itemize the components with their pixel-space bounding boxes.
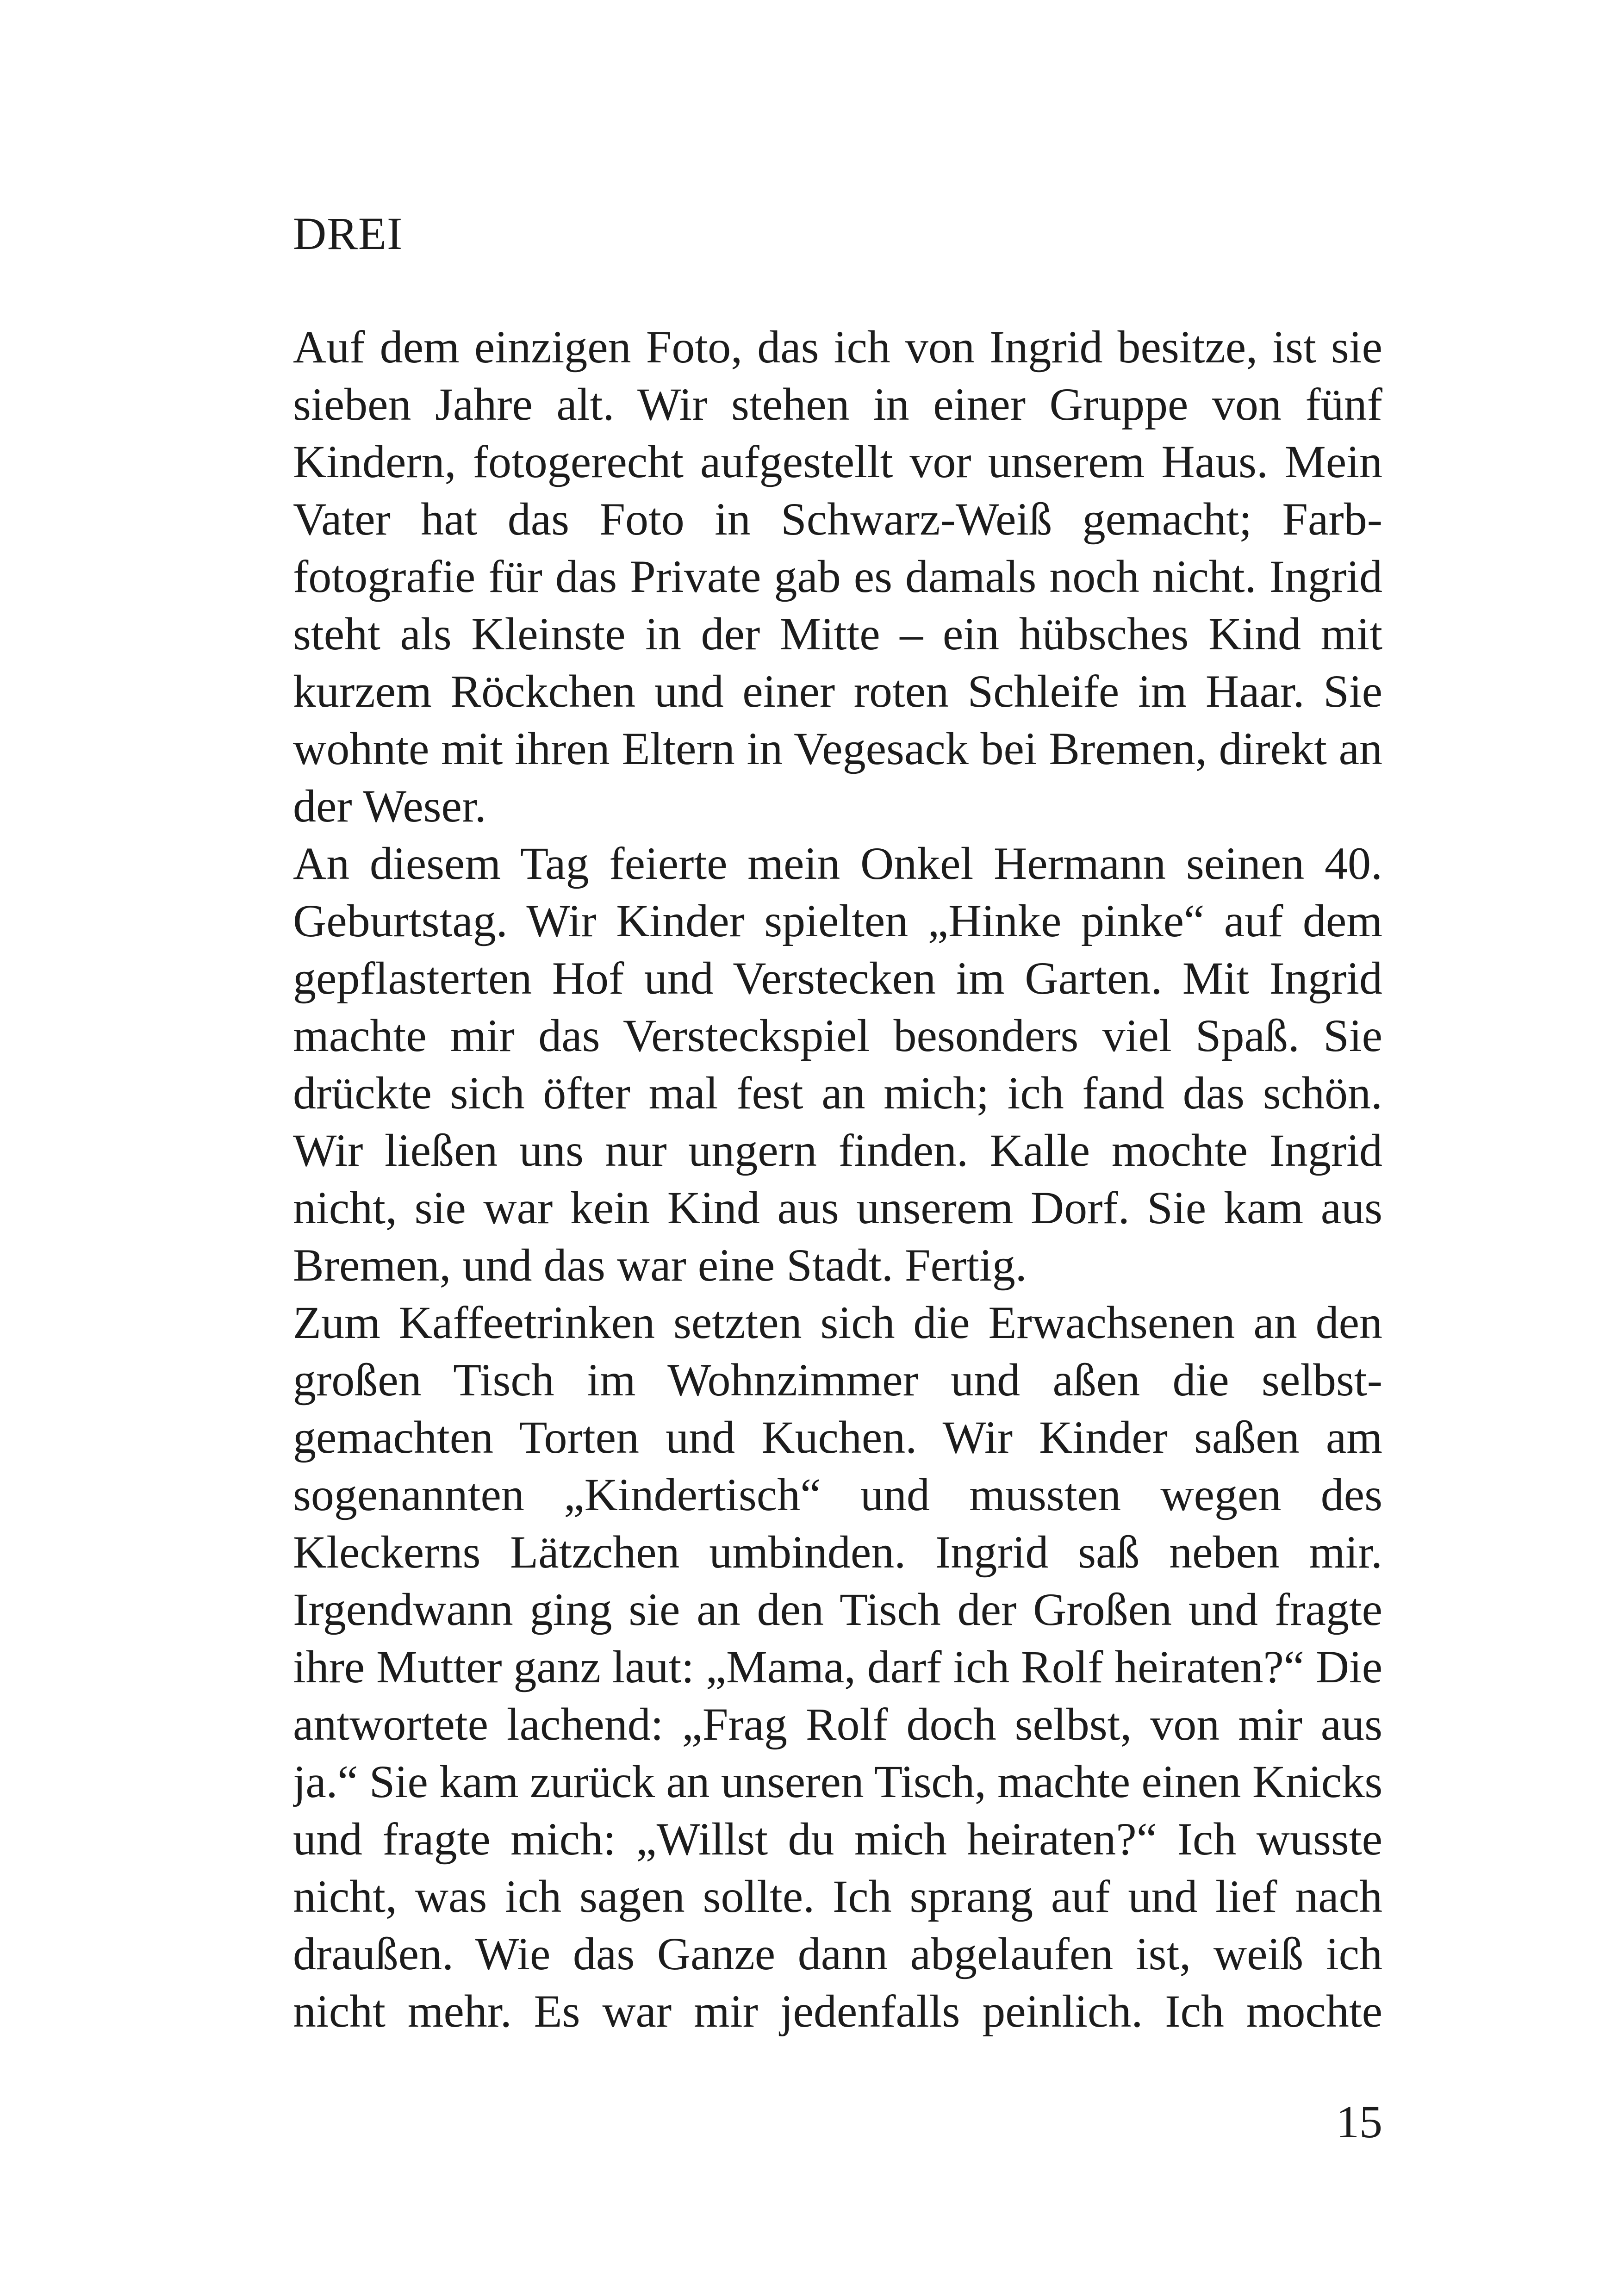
text-line: gepflasterten Hof und Verstecken im Garten. Mit Ingrid	[293, 952, 1382, 1004]
text-line: Kleckerns Lätzchen umbinden. Ingrid saß neben mir.	[293, 1526, 1382, 1578]
text-line: Kindern, fotogerecht aufgestellt vor unserem Haus. Mein	[293, 436, 1382, 487]
text-line: steht als Kleinste in der Mitte – ein hübsches Kind mit	[293, 608, 1382, 660]
text-line: Irgendwann ging sie an den Tisch der Großen und fragte	[293, 1584, 1382, 1635]
text-line: nicht mehr. Es war mir jedenfalls peinlich. Ich mochte	[293, 1985, 1382, 2037]
text-line: Wir ließen uns nur ungern finden. Kalle mochte Ingrid	[293, 1125, 1382, 1176]
text-line: Bremen, und das war eine Stadt. Fertig.	[293, 1239, 1027, 1291]
text-line: nicht, was ich sagen sollte. Ich sprang auf und lief nach	[293, 1871, 1382, 1922]
page-number: 15	[1336, 2096, 1382, 2147]
text-line: kurzem Röckchen und einer roten Schleife im Haar. Sie	[293, 666, 1382, 717]
text-line: fotografie für das Private gab es damals noch nicht. Ingrid	[293, 551, 1382, 602]
text-line: ja.“ Sie kam zurück an unseren Tisch, machte einen Knicks	[293, 1756, 1382, 1807]
text-line: nicht, sie war kein Kind aus unserem Dorf. Sie kam aus	[293, 1182, 1382, 1233]
text-line: antwortete lachend: „Frag Rolf doch selbst, von mir aus	[293, 1699, 1382, 1750]
text-line: sieben Jahre alt. Wir stehen in einer Gruppe von fünf	[293, 379, 1382, 430]
text-line: großen Tisch im Wohnzimmer und aßen die selbst-	[293, 1354, 1382, 1406]
text-line: Zum Kaffeetrinken setzten sich die Erwachsenen an den	[293, 1297, 1382, 1348]
text-line: der Weser.	[293, 780, 486, 832]
text-line: drückte sich öfter mal fest an mich; ich fand das schön.	[293, 1067, 1382, 1119]
text-line: Geburtstag. Wir Kinder spielten „Hinke pinke“ auf dem	[293, 895, 1382, 946]
text-line: sogenannten „Kindertisch“ und mussten wegen des	[293, 1469, 1382, 1520]
body-text	[293, 318, 1382, 2040]
chapter-title: DREI	[293, 208, 403, 259]
text-line: An diesem Tag feierte mein Onkel Hermann seinen 40.	[293, 838, 1382, 889]
text-line: wohnte mit ihren Eltern in Vegesack bei Bremen, direkt an	[293, 723, 1382, 774]
text-line: ihre Mutter ganz laut: „Mama, darf ich Rolf heiraten?“ Die	[293, 1641, 1382, 1692]
text-line: draußen. Wie das Ganze dann abgelaufen ist, weiß ich	[293, 1928, 1382, 1979]
text-line: Auf dem einzigen Foto, das ich von Ingrid besitze, ist sie	[293, 321, 1382, 373]
text-line: Vater hat das Foto in Schwarz-Weiß gemacht; Farb-	[293, 493, 1382, 545]
text-line: und fragte mich: „Willst du mich heiraten?“ Ich wusste	[293, 1813, 1382, 1865]
text-line: machte mir das Versteckspiel besonders viel Spaß. Sie	[293, 1010, 1382, 1061]
text-line: gemachten Torten und Kuchen. Wir Kinder saßen am	[293, 1412, 1382, 1463]
